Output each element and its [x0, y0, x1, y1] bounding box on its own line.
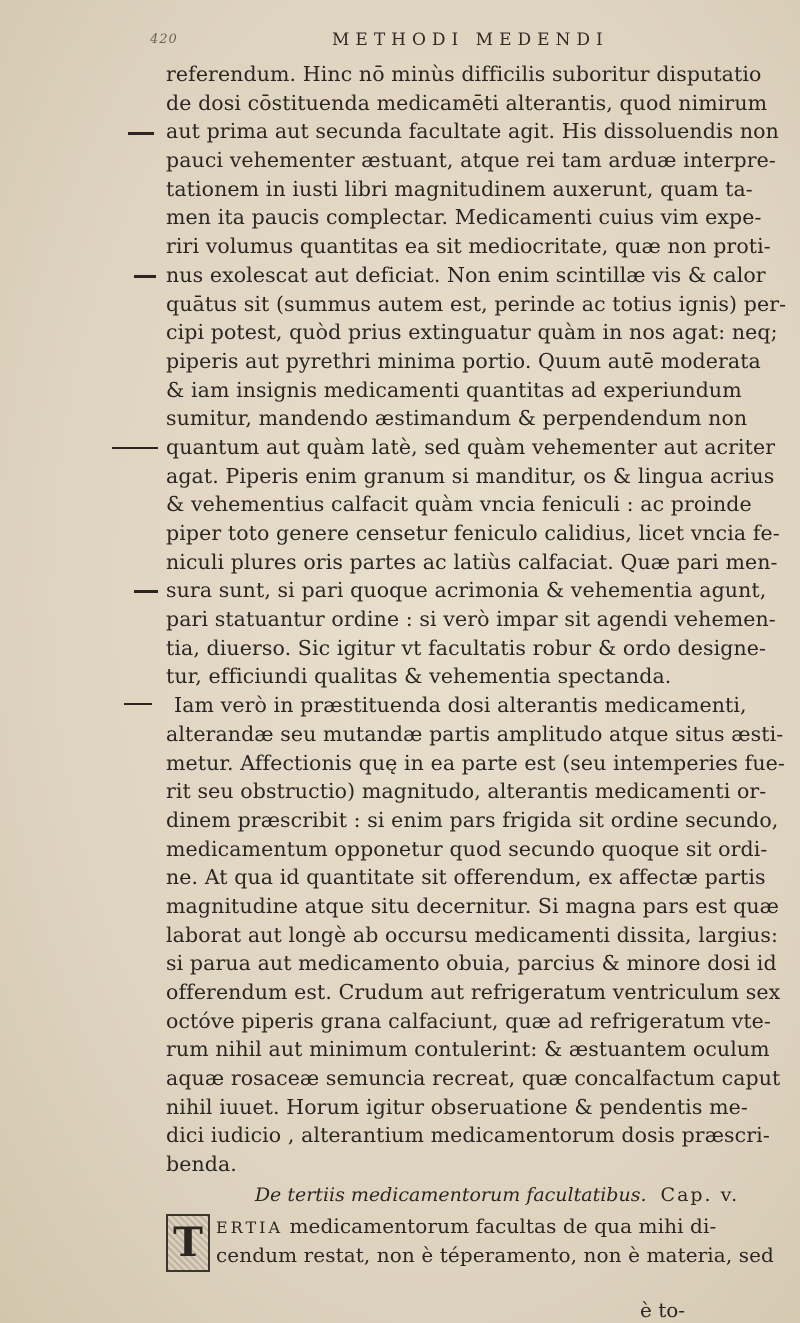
chapter-opening [166, 1212, 788, 1272]
main-text [166, 60, 788, 1272]
text-line: aquæ rosaceæ semuncia recreat, quæ concalfactum caput [166, 1066, 781, 1091]
text-line: aut prima aut secunda facultate agit. His dissoluendis non [166, 119, 779, 144]
text-line: benda. [166, 1152, 237, 1177]
text-line: & vehementius calfacit quàm vncia feniculi : ac proinde [166, 492, 752, 517]
text-line: magnitudine atque situ decernitur. Si magna pars est quæ [166, 893, 780, 918]
text-line: cipi potest, quòd prius extinguatur quàm in nos agat: neq; [166, 320, 778, 345]
text-line: & iam insignis medicamenti quantitas ad experiundum [166, 377, 742, 402]
catchword: è to- [640, 1298, 686, 1322]
opening-line-1 [216, 1212, 774, 1241]
chapter-number: Cap. v. [660, 1183, 740, 1206]
text-line: dinem præscribit : si enim pars frigida sit ordine secundo, [166, 807, 779, 832]
opening-lines [216, 1212, 774, 1272]
text-line: men ita paucis complectar. Medicamenti cuius vim expe- [166, 205, 762, 230]
chapter-title: De tertiis medicamentorum facultatibus. [254, 1183, 647, 1206]
margin-mark [134, 275, 156, 278]
text-line: tur, efficiundi qualitas & vehementia spectanda. [166, 664, 672, 689]
text-line: dici iudicio , alterantium medicamentorum dosis præscri- [166, 1123, 770, 1148]
page-number: 420 [150, 32, 178, 47]
text-line: nus exolescat aut deficiat. Non enim scintillæ vis & calor [166, 262, 766, 287]
text-line: tia, diuerso. Sic igitur vt facultatis robur & ordo designe- [166, 635, 767, 660]
text-line: de dosi cōstituenda medicamēti alterantis, quod nimirum [166, 90, 768, 115]
opening-line-2: cendum restat, non è téperamento, non è materia, sed [216, 1242, 774, 1267]
text-line: pari statuantur ordine : si verò impar sit agendi vehemen- [166, 607, 776, 632]
text-line: octóve piperis grana calfaciunt, quæ ad refrigeratum vte- [166, 1008, 771, 1033]
text-line: agat. Piperis enim granum si manditur, os & lingua acrius [166, 463, 775, 488]
chapter-heading [166, 1179, 788, 1212]
text-line: tationem in iusti libri magnitudinem auxerunt, quam ta- [166, 176, 753, 201]
text-line: si parua aut medicamento obuia, parcius & minore dosi id [166, 951, 777, 976]
margin-mark [112, 447, 158, 449]
running-head: METHODI MEDENDI [332, 30, 609, 50]
text-line: quantum aut quàm latè, sed quàm vehementer aut acriter [166, 434, 776, 459]
text-line: niculi plures oris partes ac latiùs calfaciat. Quæ pari men- [166, 549, 778, 574]
text-line: rum nihil aut minimum contulerint: & æstuantem oculum [166, 1037, 770, 1062]
text-line: pauci vehementer æstuant, atque rei tam arduæ interpre- [166, 148, 776, 173]
margin-mark [134, 590, 158, 593]
text-line: riri volumus quantitas ea sit mediocritate, quæ non proti- [166, 234, 771, 259]
page-header [0, 30, 800, 60]
text-line: metur. Affectionis quę in ea parte est (seu intemperies fue- [166, 750, 785, 775]
opening-small-caps: ERTIA [216, 1217, 283, 1237]
margin-mark [124, 703, 152, 705]
opening-line-1-text: medicamentorum facultas de qua mihi di- [283, 1213, 717, 1238]
text-line: ne. At qua id quantitate sit offerendum, ex affectæ partis [166, 865, 766, 890]
decorated-initial: T [166, 1214, 210, 1272]
text-line: sumitur, mandendo æstimandum & perpendendum non [166, 406, 748, 431]
text-line: quātus sit (summus autem est, perinde ac totius ignis) per- [166, 291, 787, 316]
text-line: offerendum est. Crudum aut refrigeratum ventriculum sex [166, 980, 781, 1004]
text-line: piper toto genere censetur feniculo calidius, licet vncia fe- [166, 521, 780, 545]
text-line: referendum. Hinc nō minùs difficilis suboritur disputatio [166, 62, 762, 86]
text-line: rit seu obstructio) magnitudo, alterantis medicamenti or- [166, 779, 767, 804]
text-line: alterandæ seu mutandæ partis amplitudo atque situs æsti- [166, 721, 784, 746]
text-line: Iam verò in præstituenda dosi alterantis medicamenti, [174, 693, 747, 718]
margin-mark [128, 132, 154, 135]
text-line: sura sunt, si pari quoque acrimonia & vehementia agunt, [166, 578, 767, 603]
text-line: laborat aut longè ab occursu medicamenti dissita, largius: [166, 922, 778, 947]
text-line: piperis aut pyrethri minima portio. Quum autē moderata [166, 348, 761, 373]
text-line: nihil iuuet. Horum igitur obseruatione & pendentis me- [166, 1094, 748, 1119]
text-line: medicamentum opponetur quod secundo quoque sit ordi- [166, 836, 768, 861]
